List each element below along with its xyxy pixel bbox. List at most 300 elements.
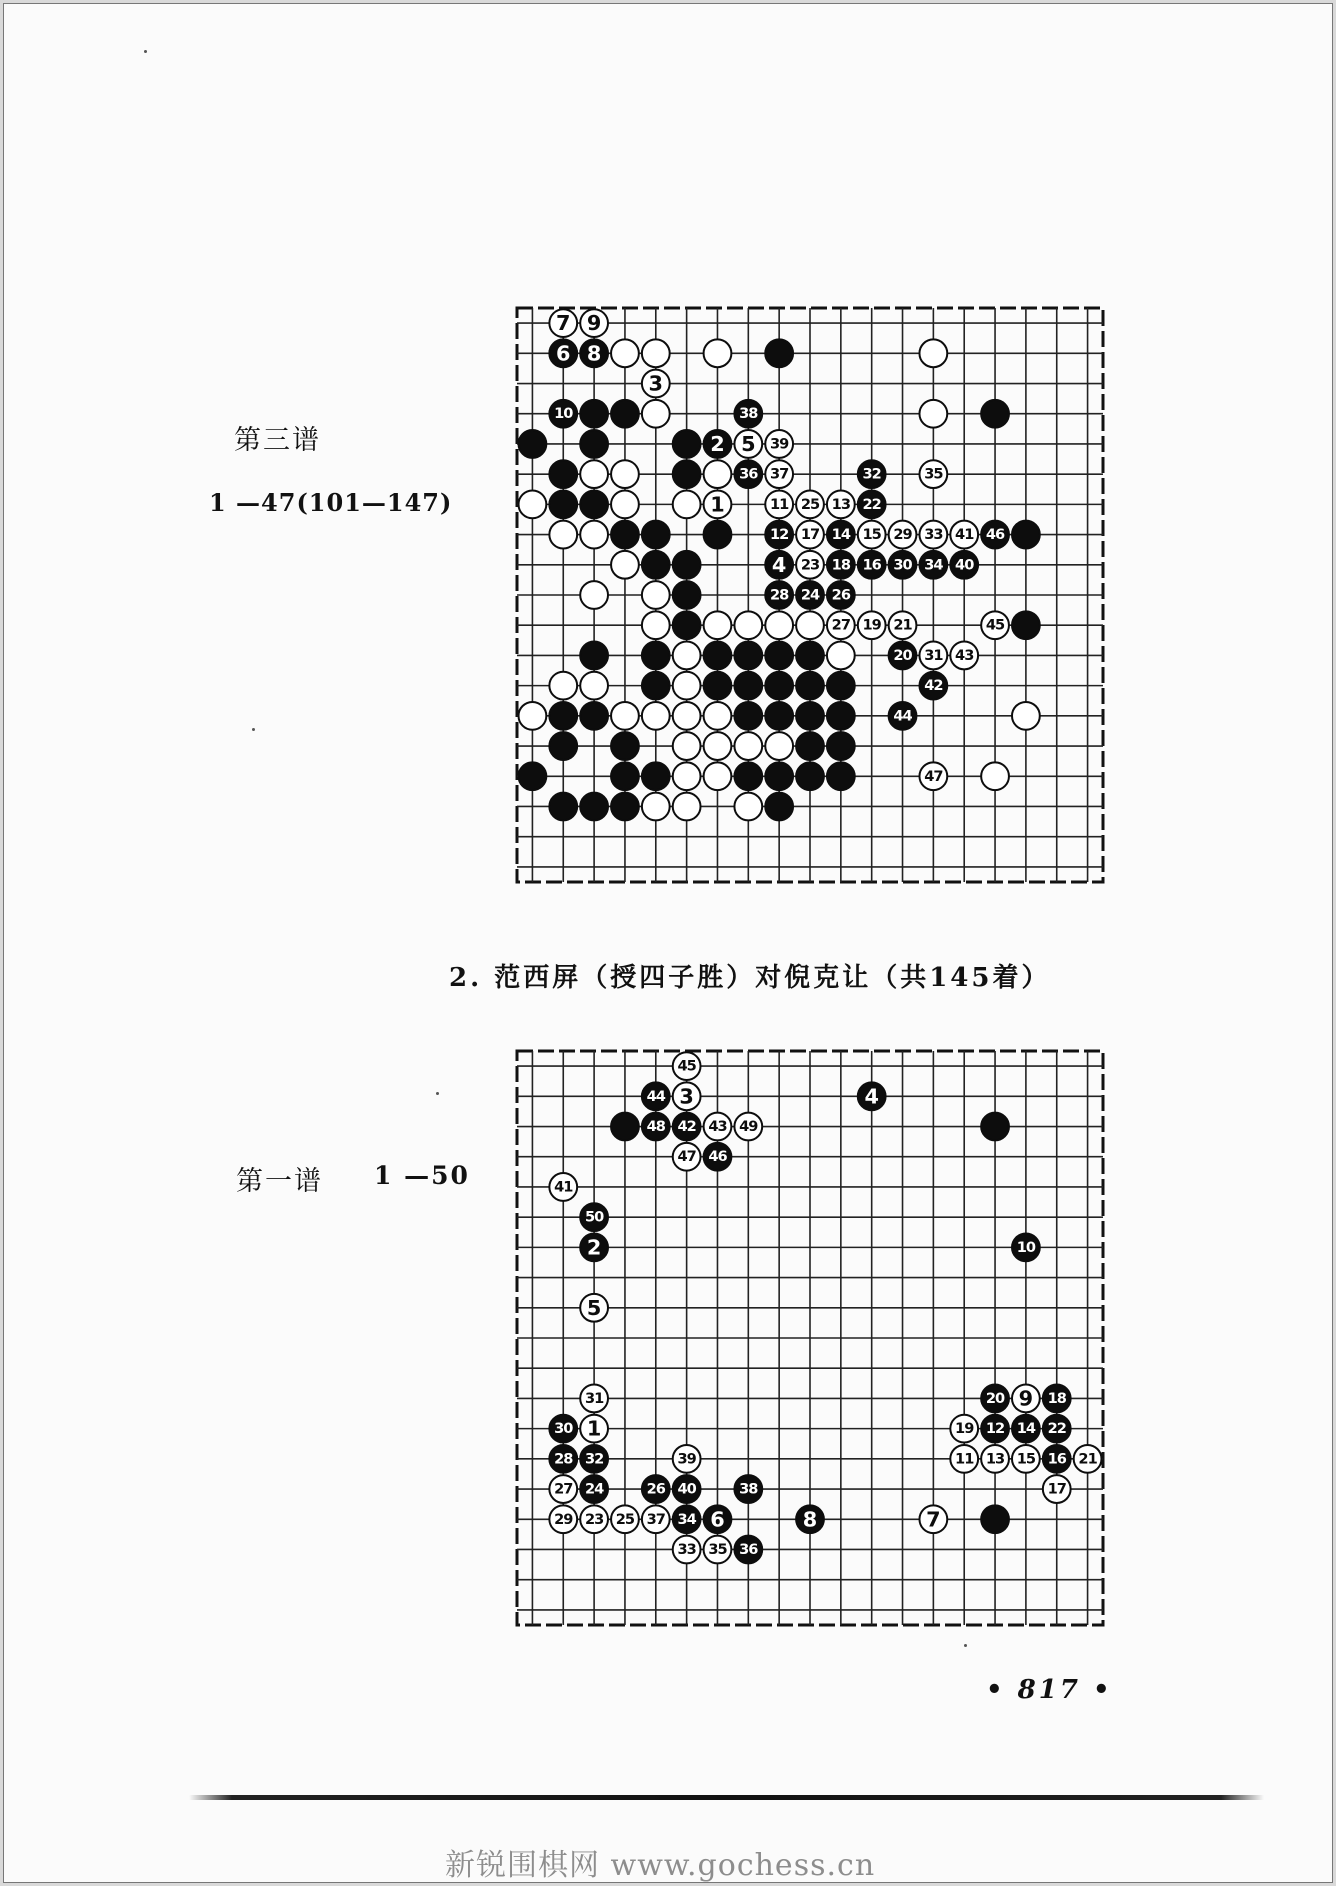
white-stone (673, 732, 701, 760)
white-numbered-stone (704, 490, 732, 518)
move-number: 35 (708, 1540, 727, 1558)
white-numbered-stone (549, 1173, 577, 1201)
black-stone (734, 702, 762, 730)
black-stone (981, 1505, 1009, 1533)
white-numbered-stone (642, 370, 670, 398)
white-numbered-stone (950, 642, 978, 670)
white-stone (642, 581, 670, 609)
move-number: 48 (646, 1118, 665, 1136)
white-numbered-stone (642, 1505, 670, 1533)
black-numbered-stone (981, 521, 1009, 549)
move-number: 41 (955, 526, 974, 544)
black-stone (642, 551, 670, 579)
white-numbered-stone (827, 611, 855, 639)
move-number: 25 (615, 1510, 635, 1528)
move-number: 39 (770, 435, 789, 453)
black-numbered-stone (827, 581, 855, 609)
white-numbered-stone (796, 551, 824, 579)
move-number: 6 (710, 1507, 725, 1532)
white-numbered-stone (919, 521, 947, 549)
black-stone (765, 672, 793, 700)
move-number: 39 (677, 1450, 696, 1468)
black-numbered-stone (827, 521, 855, 549)
move-number: 12 (770, 526, 789, 544)
white-numbered-stone (580, 1505, 608, 1533)
move-number: 9 (1018, 1386, 1034, 1411)
black-stone (580, 793, 608, 821)
white-numbered-stone (796, 490, 824, 518)
white-numbered-stone (796, 521, 824, 549)
black-stone (827, 672, 855, 700)
move-number: 40 (677, 1480, 696, 1498)
move-number: 34 (677, 1510, 696, 1528)
white-stone (611, 551, 639, 579)
white-stone (642, 611, 670, 639)
move-number: 43 (955, 646, 974, 664)
move-number: 9 (586, 311, 602, 336)
move-number: 21 (1078, 1450, 1097, 1468)
white-numbered-stone (950, 521, 978, 549)
white-stone (580, 521, 608, 549)
move-number: 46 (985, 526, 1005, 544)
black-numbered-stone (580, 1445, 608, 1473)
black-stone (796, 762, 824, 790)
move-number: 3 (679, 1084, 694, 1109)
black-numbered-stone (981, 1385, 1009, 1413)
black-numbered-stone (796, 1505, 824, 1533)
move-number: 2 (710, 431, 725, 456)
move-number: 19 (955, 1420, 974, 1438)
move-number: 14 (1016, 1420, 1036, 1438)
go-board-diagram-1 (512, 303, 1108, 887)
black-stone (519, 430, 547, 458)
white-numbered-stone (673, 1143, 701, 1171)
white-stone (611, 702, 639, 730)
page-number: • 817 • (986, 1675, 1113, 1705)
move-number: 25 (800, 495, 820, 513)
black-stone (673, 551, 701, 579)
white-stone (673, 672, 701, 700)
black-stone (734, 672, 762, 700)
move-number: 3 (648, 371, 664, 396)
white-numbered-stone (734, 430, 762, 458)
move-number: 36 (739, 465, 758, 483)
move-number: 17 (1047, 1480, 1066, 1498)
diagram2-move-range: 1 —50 (374, 1161, 470, 1190)
white-stone (549, 672, 577, 700)
white-numbered-stone (919, 642, 947, 670)
white-numbered-stone (611, 1505, 639, 1533)
move-number: 33 (677, 1540, 696, 1558)
white-stone (549, 521, 577, 549)
move-number: 7 (926, 1507, 941, 1532)
white-stone (673, 642, 701, 670)
black-stone (765, 339, 793, 367)
white-stone (673, 762, 701, 790)
move-number: 37 (646, 1510, 665, 1528)
black-stone (1012, 521, 1040, 549)
white-numbered-stone (1012, 1385, 1040, 1413)
black-numbered-stone (889, 702, 917, 730)
move-number: 43 (708, 1118, 727, 1136)
black-numbered-stone (580, 1233, 608, 1261)
black-numbered-stone (549, 400, 577, 428)
move-number: 31 (924, 646, 943, 664)
black-numbered-stone (765, 521, 793, 549)
white-numbered-stone (889, 611, 917, 639)
white-stone (734, 732, 762, 760)
white-numbered-stone (673, 1536, 701, 1564)
move-number: 2 (586, 1235, 602, 1260)
black-stone (642, 762, 670, 790)
black-stone (981, 400, 1009, 428)
black-numbered-stone (827, 551, 855, 579)
move-number: 11 (770, 495, 789, 513)
move-number: 27 (831, 616, 850, 634)
move-number: 16 (1047, 1450, 1066, 1468)
black-numbered-stone (765, 551, 793, 579)
white-stone (580, 581, 608, 609)
white-numbered-stone (919, 762, 947, 790)
move-number: 40 (955, 556, 974, 574)
move-number: 42 (924, 677, 943, 695)
white-numbered-stone (765, 490, 793, 518)
move-number: 30 (554, 1420, 573, 1438)
move-number: 16 (862, 556, 881, 574)
black-stone (580, 400, 608, 428)
black-stone (765, 762, 793, 790)
black-numbered-stone (549, 339, 577, 367)
black-stone (549, 702, 577, 730)
move-number: 15 (1016, 1450, 1036, 1468)
white-numbered-stone (950, 1415, 978, 1443)
black-numbered-stone (549, 1445, 577, 1473)
black-numbered-stone (580, 1475, 608, 1503)
scan-speck (252, 728, 255, 731)
scan-speck (436, 1092, 439, 1095)
black-numbered-stone (919, 672, 947, 700)
white-stone (1012, 702, 1040, 730)
move-number: 37 (770, 465, 789, 483)
move-number: 26 (831, 586, 850, 604)
white-numbered-stone (1043, 1475, 1071, 1503)
move-number: 20 (893, 646, 912, 664)
move-number: 23 (584, 1510, 604, 1528)
black-stone (611, 521, 639, 549)
white-numbered-stone (889, 521, 917, 549)
move-number: 22 (1047, 1420, 1066, 1438)
white-numbered-stone (981, 1445, 1009, 1473)
white-stone (919, 400, 947, 428)
move-number: 11 (955, 1450, 974, 1468)
move-number: 1 (586, 1416, 602, 1441)
white-numbered-stone (1074, 1445, 1102, 1473)
black-numbered-stone (734, 1536, 762, 1564)
black-numbered-stone (1012, 1415, 1040, 1443)
black-numbered-stone (1043, 1385, 1071, 1413)
move-number: 5 (741, 431, 756, 456)
black-stone (673, 581, 701, 609)
black-stone (734, 762, 762, 790)
white-stone (611, 490, 639, 518)
white-numbered-stone (580, 309, 608, 337)
black-stone (611, 1113, 639, 1141)
black-stone (796, 672, 824, 700)
move-number: 32 (862, 465, 881, 483)
black-stone (827, 732, 855, 760)
black-stone (519, 762, 547, 790)
black-numbered-stone (734, 1475, 762, 1503)
white-numbered-stone (673, 1445, 701, 1473)
white-numbered-stone (549, 1475, 577, 1503)
black-stone (549, 793, 577, 821)
white-numbered-stone (734, 1113, 762, 1141)
move-number: 5 (586, 1295, 602, 1320)
black-numbered-stone (858, 460, 886, 488)
white-stone (580, 460, 608, 488)
black-numbered-stone (734, 460, 762, 488)
white-stone (642, 339, 670, 367)
black-stone (611, 762, 639, 790)
white-numbered-stone (704, 1536, 732, 1564)
move-number: 20 (985, 1389, 1005, 1407)
move-number: 14 (831, 526, 850, 544)
white-numbered-stone (765, 460, 793, 488)
white-stone (981, 762, 1009, 790)
black-numbered-stone (673, 1475, 701, 1503)
white-stone (704, 339, 732, 367)
white-numbered-stone (765, 430, 793, 458)
black-stone (549, 460, 577, 488)
black-numbered-stone (858, 551, 886, 579)
diagram1-move-range: 1 —47(101—147) (209, 488, 453, 517)
black-stone (611, 793, 639, 821)
black-stone (796, 732, 824, 760)
move-number: 33 (924, 526, 943, 544)
white-stone (642, 793, 670, 821)
white-numbered-stone (827, 490, 855, 518)
black-numbered-stone (673, 1505, 701, 1533)
white-stone (734, 611, 762, 639)
black-stone (611, 732, 639, 760)
board1-svg (512, 303, 1108, 887)
white-numbered-stone (858, 611, 886, 639)
move-number: 4 (771, 552, 787, 577)
move-number: 15 (862, 526, 881, 544)
white-stone (765, 611, 793, 639)
black-numbered-stone (580, 339, 608, 367)
black-stone (580, 430, 608, 458)
move-number: 35 (924, 465, 943, 483)
move-number: 7 (556, 311, 571, 336)
black-numbered-stone (889, 551, 917, 579)
go-board-diagram-2 (512, 1046, 1108, 1630)
white-stone (611, 460, 639, 488)
move-number: 13 (831, 495, 850, 513)
move-number: 27 (554, 1480, 573, 1498)
black-numbered-stone (919, 551, 947, 579)
white-numbered-stone (1012, 1445, 1040, 1473)
move-number: 17 (800, 526, 820, 544)
move-number: 22 (862, 495, 881, 513)
black-stone (827, 702, 855, 730)
white-stone (796, 611, 824, 639)
black-stone (1012, 611, 1040, 639)
white-numbered-stone (704, 1113, 732, 1141)
black-stone (580, 490, 608, 518)
black-stone (580, 642, 608, 670)
move-number: 8 (802, 1507, 818, 1532)
move-number: 38 (739, 405, 758, 423)
white-numbered-stone (549, 1505, 577, 1533)
black-numbered-stone (673, 1113, 701, 1141)
white-numbered-stone (919, 1505, 947, 1533)
black-numbered-stone (580, 1203, 608, 1231)
black-numbered-stone (1043, 1415, 1071, 1443)
black-numbered-stone (858, 1082, 886, 1110)
watermark: 新锐围棋网 www.gochess.cn (445, 1848, 876, 1883)
move-number: 18 (831, 556, 850, 574)
white-numbered-stone (673, 1052, 701, 1080)
move-number: 12 (985, 1420, 1005, 1438)
move-number: 19 (862, 616, 881, 634)
black-numbered-stone (1012, 1233, 1040, 1261)
move-number: 44 (893, 707, 912, 725)
black-stone (765, 793, 793, 821)
move-number: 47 (677, 1148, 696, 1166)
black-stone (734, 642, 762, 670)
black-numbered-stone (796, 581, 824, 609)
footer-rule (189, 1795, 1264, 1800)
move-number: 29 (554, 1510, 573, 1528)
black-numbered-stone (950, 551, 978, 579)
move-number: 34 (924, 556, 943, 574)
black-stone (549, 490, 577, 518)
move-number: 23 (800, 556, 820, 574)
white-stone (673, 490, 701, 518)
move-number: 24 (800, 586, 820, 604)
black-stone (765, 642, 793, 670)
diagram1-title: 第三谱 (234, 425, 321, 456)
black-stone (704, 521, 732, 549)
white-numbered-stone (673, 1082, 701, 1110)
move-number: 1 (710, 492, 725, 517)
black-stone (549, 732, 577, 760)
move-number: 42 (677, 1118, 696, 1136)
black-numbered-stone (704, 1505, 732, 1533)
black-stone (704, 642, 732, 670)
black-numbered-stone (1043, 1445, 1071, 1473)
scan-speck (964, 1644, 967, 1647)
white-stone (734, 793, 762, 821)
white-stone (580, 672, 608, 700)
black-stone (796, 702, 824, 730)
black-stone (765, 702, 793, 730)
move-number: 13 (985, 1450, 1005, 1468)
move-number: 4 (864, 1084, 879, 1109)
black-stone (827, 762, 855, 790)
black-stone (796, 642, 824, 670)
black-numbered-stone (858, 490, 886, 518)
black-stone (642, 642, 670, 670)
black-numbered-stone (889, 642, 917, 670)
white-numbered-stone (858, 521, 886, 549)
move-number: 49 (739, 1118, 758, 1136)
move-number: 21 (893, 616, 912, 634)
white-numbered-stone (580, 1415, 608, 1443)
black-stone (981, 1113, 1009, 1141)
move-number: 10 (554, 405, 573, 423)
white-stone (673, 793, 701, 821)
white-numbered-stone (580, 1294, 608, 1322)
move-number: 36 (739, 1540, 758, 1558)
game2-heading: 2. 范西屏（授四子胜）对倪克让（共145着） (449, 963, 1051, 993)
black-stone (611, 400, 639, 428)
white-stone (611, 339, 639, 367)
move-number: 30 (893, 556, 912, 574)
white-stone (704, 702, 732, 730)
move-number: 24 (584, 1480, 604, 1498)
move-number: 10 (1016, 1238, 1036, 1256)
move-number: 6 (556, 341, 571, 366)
white-stone (519, 490, 547, 518)
white-numbered-stone (919, 460, 947, 488)
diagram2-title: 第一谱 (236, 1166, 323, 1197)
black-numbered-stone (642, 1475, 670, 1503)
move-number: 18 (1047, 1389, 1066, 1407)
board2-svg (512, 1046, 1108, 1630)
move-number: 50 (584, 1208, 604, 1226)
black-numbered-stone (642, 1113, 670, 1141)
black-numbered-stone (765, 581, 793, 609)
move-number: 32 (584, 1450, 604, 1468)
white-numbered-stone (950, 1445, 978, 1473)
white-stone (642, 400, 670, 428)
black-numbered-stone (704, 1143, 732, 1171)
board2-grid (517, 1051, 1103, 1625)
move-number: 8 (586, 341, 602, 366)
white-numbered-stone (549, 309, 577, 337)
white-stone (827, 642, 855, 670)
black-stone (673, 430, 701, 458)
black-numbered-stone (704, 430, 732, 458)
scan-speck (144, 50, 147, 53)
white-numbered-stone (580, 1385, 608, 1413)
white-stone (704, 611, 732, 639)
black-numbered-stone (549, 1415, 577, 1443)
move-number: 28 (554, 1450, 573, 1468)
move-number: 45 (677, 1057, 696, 1075)
black-stone (642, 672, 670, 700)
black-numbered-stone (734, 400, 762, 428)
white-numbered-stone (981, 611, 1009, 639)
move-number: 31 (584, 1389, 604, 1407)
black-numbered-stone (981, 1415, 1009, 1443)
black-stone (673, 460, 701, 488)
move-number: 47 (924, 767, 943, 785)
white-stone (642, 702, 670, 730)
white-stone (704, 762, 732, 790)
book-page (3, 3, 1333, 1883)
move-number: 41 (554, 1178, 573, 1196)
white-stone (704, 460, 732, 488)
move-number: 38 (739, 1480, 758, 1498)
white-stone (673, 702, 701, 730)
move-number: 45 (985, 616, 1005, 634)
move-number: 44 (646, 1087, 665, 1105)
black-stone (673, 611, 701, 639)
black-numbered-stone (642, 1082, 670, 1110)
